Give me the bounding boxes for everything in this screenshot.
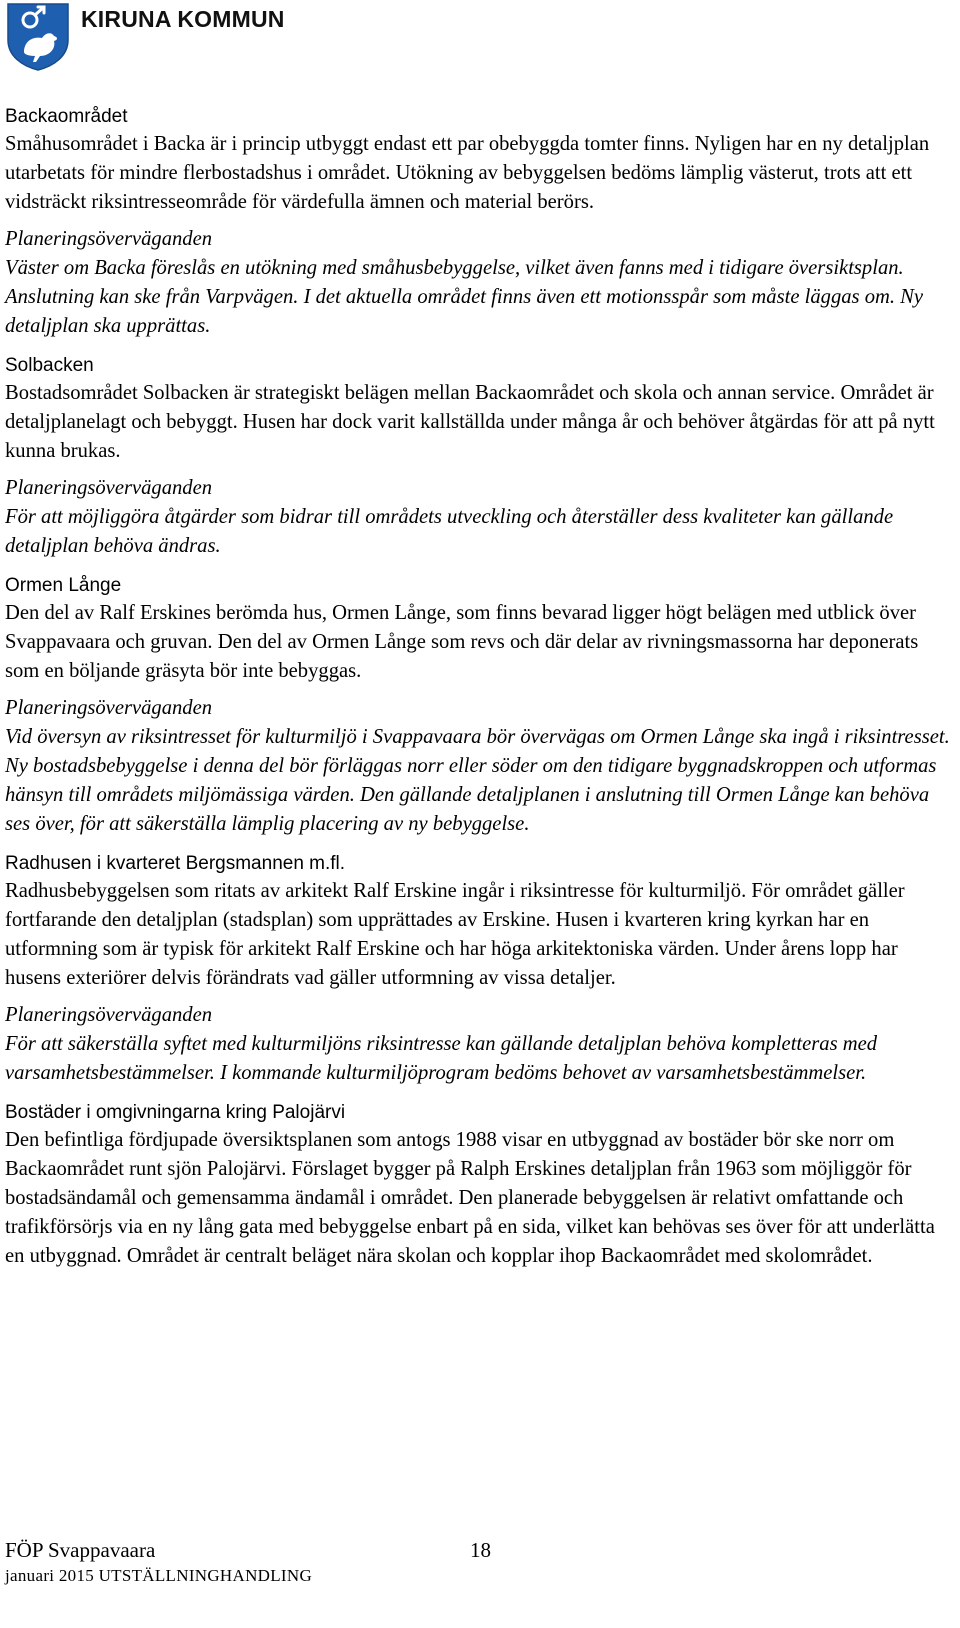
section-ormen-lange xyxy=(5,573,950,839)
planning-body: Vid översyn av riksintresset för kulturmiljö i Svappavaara bör övervägas om Ormen Långe ska ingå i riksintresset. Ny bostadsbebyggelse i denna del bör förläggas norr eller söder om den tidigare byggnadskroppen och utformas hänsyn till områdets miljömässiga värden. Den gällande detaljplanen i anslutning till Ormen Långe kan behöva ses över, för att säkerställa lämplig placering av ny bebyggelse. xyxy=(5,726,950,835)
footer-title: FÖP Svappavaara xyxy=(5,1538,156,1562)
planning-heading: Planeringsöverväganden xyxy=(5,228,213,250)
planning-heading: Planeringsöverväganden xyxy=(5,1004,213,1026)
section-body: Den befintliga fördjupade översiktsplanen som antogs 1988 visar en utbyggnad av bostäder bör ske norr om Backaområdet runt sjön Palojärvi. Förslaget bygger på Ralph Erskines detaljplan från 1963 som möjliggör för bostadsändamål och gemensamma ändamål i området. Den planerade bebyggelsen är relativt omfattande och trafikförsörjs via en ny lång gata med bebyggelse enbart på en sida, vilket kan behövas ses över för att underlätta en utbyggnad. Området är centralt beläget nära skolan och kopplar ihop Backaområdet med skolområdet. xyxy=(5,1129,935,1267)
section-radhusen xyxy=(5,851,950,1088)
section-heading: Radhusen i kvarteret Bergsmannen m.fl. xyxy=(5,853,346,874)
section-heading: Bostäder i omgivningarna kring Palojärvi xyxy=(5,1102,346,1123)
page-number: 18 xyxy=(470,1538,491,1562)
planning-body: För att säkerställa syftet med kulturmiljöns riksintresse kan gällande detaljplan behöva kompletteras med varsamhetsbestämmelser. I kommande kulturmiljöprogram bedöms behovet av varsamhetsbestämmelser. xyxy=(5,1033,878,1084)
planning-body: Väster om Backa föreslås en utökning med småhusbebyggelse, vilket även fanns med i tidigare översiktsplan. Anslutning kan ske från Varpvägen. I det aktuella området finns även ett motionsspår som måste läggas om. Ny detaljplan ska upprättas. xyxy=(5,257,924,337)
logo-text: KIRUNA KOMMUN xyxy=(81,6,285,32)
section-body: Den del av Ralf Erskines berömda hus, Ormen Långe, som finns bevarad ligger högt belägen med utblick över Svappavaara och gruvan. Den del av Ormen Långe som revs och där delar av rivningsmassorna har deponerats som en böljande gräsyta bör inte bebyggas. xyxy=(5,602,919,682)
section-palojarvi xyxy=(5,1100,950,1271)
planning-heading: Planeringsöverväganden xyxy=(5,697,213,719)
kiruna-kommun-logo xyxy=(6,2,306,72)
section-heading: Solbacken xyxy=(5,355,94,376)
document-body xyxy=(5,104,950,1271)
section-heading: Backaområdet xyxy=(5,106,128,127)
footer-subtitle: januari 2015 UTSTÄLLNINGHANDLING xyxy=(5,1566,313,1585)
planning-heading: Planeringsöverväganden xyxy=(5,477,213,499)
section-body: Radhusbebyggelsen som ritats av arkitekt Ralf Erskine ingår i riksintresse för kulturmiljö. För området gäller fortfarande den detaljplan (stadsplan) som upprättades av Erskine. Husen i kvarteren kring kyrkan har en utformning som är typisk för arkitekt Ralf Erskine och har höga arkitektoniska värden. Under årens lopp har husens exteriörer delvis förändrats vad gäller utformning av vissa detaljer. xyxy=(5,880,905,989)
planning-body: För att möjliggöra åtgärder som bidrar till områdets utveckling och återställer dess kvaliteter kan gällande detaljplan behöva ändras. xyxy=(5,506,894,557)
section-body: Småhusområdet i Backa är i princip utbyggt endast ett par obebyggda tomter finns. Nyligen har en ny detaljplan utarbetats för mindre flerbostadshus i området. Utökning av bebyggelsen bedöms lämplig västerut, trots att ett vidsträckt riksintresseområde för värdefulla ämnen och material berörs. xyxy=(5,133,930,213)
section-heading: Ormen Långe xyxy=(5,575,122,596)
coat-of-arms-icon xyxy=(6,2,72,72)
section-solbacken xyxy=(5,353,950,561)
section-backaomradet xyxy=(5,104,950,341)
section-body: Bostadsområdet Solbacken är strategiskt belägen mellan Backaområdet och skola och annan service. Området är detaljplanelagt och bebyggt. Husen har dock varit kallställda under många år och behöver åtgärdas för att på nytt kunna brukas. xyxy=(5,382,935,462)
